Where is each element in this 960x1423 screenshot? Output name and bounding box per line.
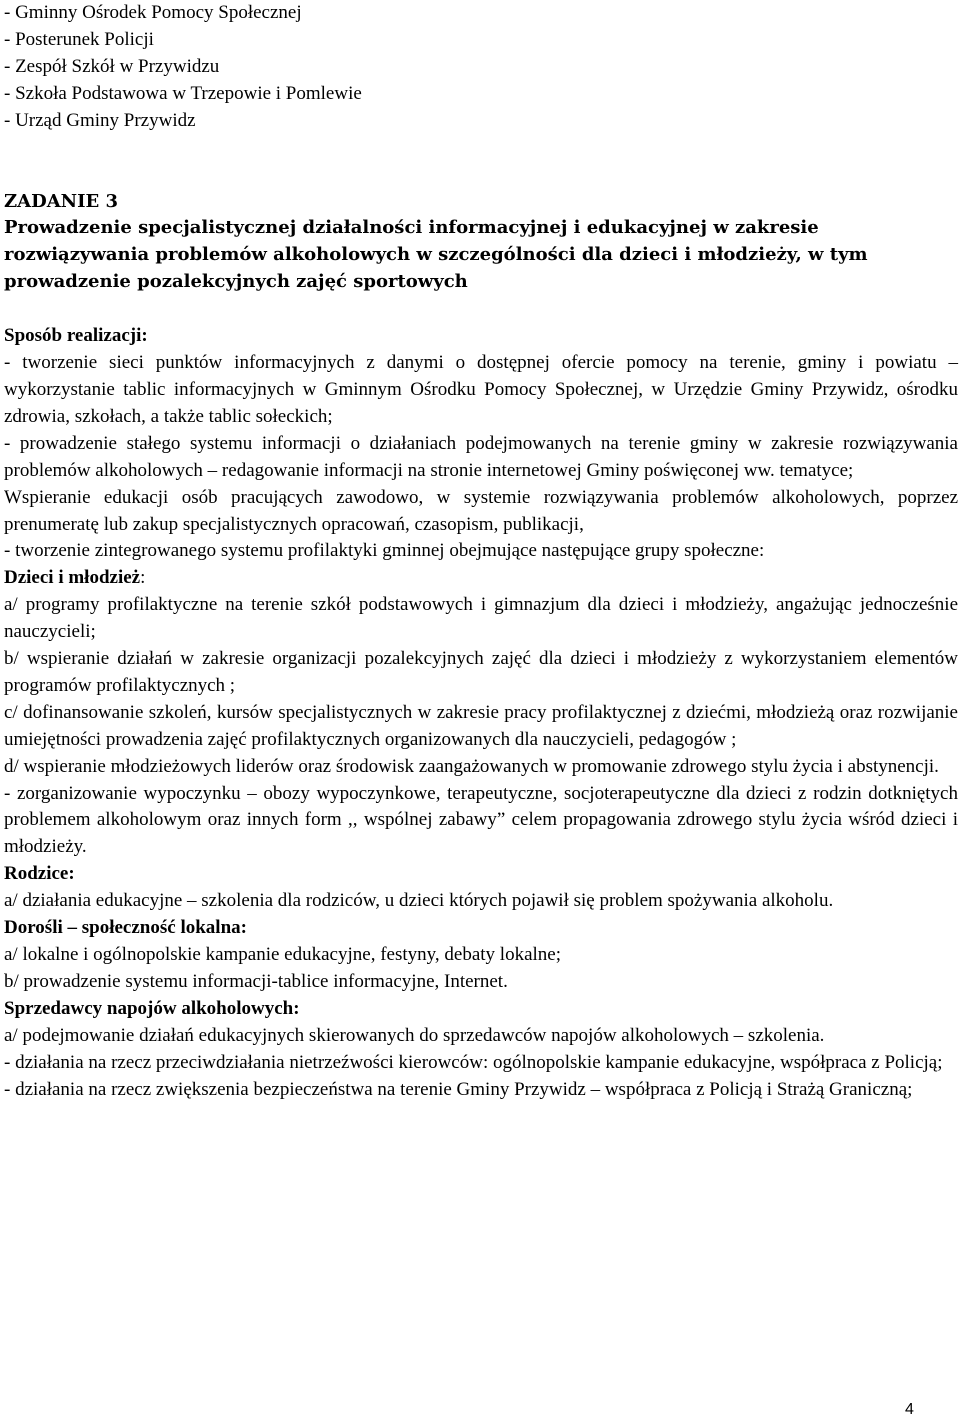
document-page (4, 0, 958, 1103)
paragraph: - tworzenie sieci punktów informacyjnych z danymi o dostępnej ofercie pomocy na terenie, gminy i powiatu – wykorzystanie tablic informacyjnych w Gminnym Ośrodku Pomocy Społecznej, w Urzędzie Gminy Przywidz, ośrodku zdrowia, szkołach, a także tablic sołeckich; (4, 352, 958, 427)
group-heading-adults: Dorośli – społeczność lokalna: (4, 917, 247, 939)
group-heading-sellers: Sprzedawcy napojów alkoholowych: (4, 997, 300, 1019)
paragraph: d/ wspieranie młodzieżowych liderów oraz środowisk zaangażowanych w promowanie zdrowego stylu życia i abstynencji. (4, 755, 939, 777)
list-item: - Posterunek Policji (4, 28, 154, 50)
task-heading: ZADANIE 3 (4, 190, 119, 212)
page-number: 4 (905, 1401, 914, 1418)
task-section (4, 189, 958, 297)
list-item: - Szkoła Podstawowa w Trzepowie i Pomlewie (4, 82, 362, 104)
method-section (4, 323, 958, 1103)
paragraph: - prowadzenie stałego systemu informacji o działaniach podejmowanych na terenie gminy w zakresie rozwiązywania problemów alkoholowych – redagowanie informacji na stronie internetowej Gminy poświęconej ww. tematyce; (4, 432, 958, 481)
spacer (4, 296, 958, 323)
group-heading-parents: Rodzice: (4, 863, 75, 885)
paragraph: - działania na rzecz zwiększenia bezpieczeństwa na terenie Gminy Przywidz – współpraca z Policją i Strażą Graniczną; (4, 1078, 913, 1100)
paragraph: a/ programy profilaktyczne na terenie szkół podstawowych i gimnazjum dla dzieci i młodzieży, angażując jednocześnie nauczycieli; (4, 594, 958, 643)
paragraph: b/ wspieranie działań w zakresie organizacji pozalekcyjnych zajęć dla dzieci i młodzieży z wykorzystaniem elementów programów profilaktycznych ; (4, 648, 958, 696)
paragraph: Wspieranie edukacji osób pracujących zawodowo, w systemie rozwiązywania problemów alkoholowych, poprzez prenumeratę lub zakup specjalistycznych opracowań, czasopism, publikacji, (4, 486, 958, 535)
spacer (4, 135, 958, 189)
list-item: - Gminny Ośrodek Pomocy Społecznej (4, 2, 302, 23)
method-heading: Sposób realizacji: (4, 325, 148, 347)
group-heading-colon: : (140, 567, 146, 589)
paragraph: - tworzenie zintegrowanego systemu profilaktyki gminnej obejmujące następujące grupy społeczne: (4, 540, 765, 562)
institution-list (4, 0, 958, 135)
list-item: - Urząd Gminy Przywidz (4, 109, 196, 131)
paragraph: a/ lokalne i ogólnopolskie kampanie edukacyjne, festyny, debaty lokalne; (4, 944, 561, 965)
paragraph: b/ prowadzenie systemu informacji-tablice informacyjne, Internet. (4, 970, 508, 992)
task-title: Prowadzenie specjalistycznej działalności informacyjnej i edukacyjnej w zakresie rozwiązywania problemów alkoholowych w szczególności dla dzieci i młodzieży, w tym prowadzenie pozalekcyjnych zajęć sportowych (4, 217, 868, 293)
paragraph: a/ działania edukacyjne – szkolenia dla rodziców, u dzieci których pojawił się problem spożywania alkoholu. (4, 890, 834, 912)
list-item: - Zespół Szkół w Przywidzu (4, 55, 220, 77)
group-heading-label: Dzieci i młodzież (4, 567, 141, 589)
paragraph: - działania na rzecz przeciwdziałania nietrzeźwości kierowców: ogólnopolskie kampanie edukacyjne, współpraca z Policją; (4, 1051, 943, 1073)
group-heading-children (4, 565, 958, 592)
paragraph: c/ dofinansowanie szkoleń, kursów specjalistycznych w zakresie pracy profilaktycznej z dziećmi, młodzieżą oraz rozwijanie umiejętności prowadzenia zajęć profilaktycznych organizowanych dla nauczycieli, pedagogów ; (4, 701, 958, 750)
paragraph: - zorganizowanie wypoczynku – obozy wypoczynkowe, terapeutyczne, socjoterapeutyczne dla dzieci z rodzin dotkniętych problemem alkoholowym oraz innych form ,, wspólnej zabawy” celem propagowania zdrowego stylu życia wśród dzieci i młodzieży. (4, 782, 958, 858)
paragraph: a/ podejmowanie działań edukacyjnych skierowanych do sprzedawców napojów alkoholowych – szkolenia. (4, 1024, 825, 1046)
